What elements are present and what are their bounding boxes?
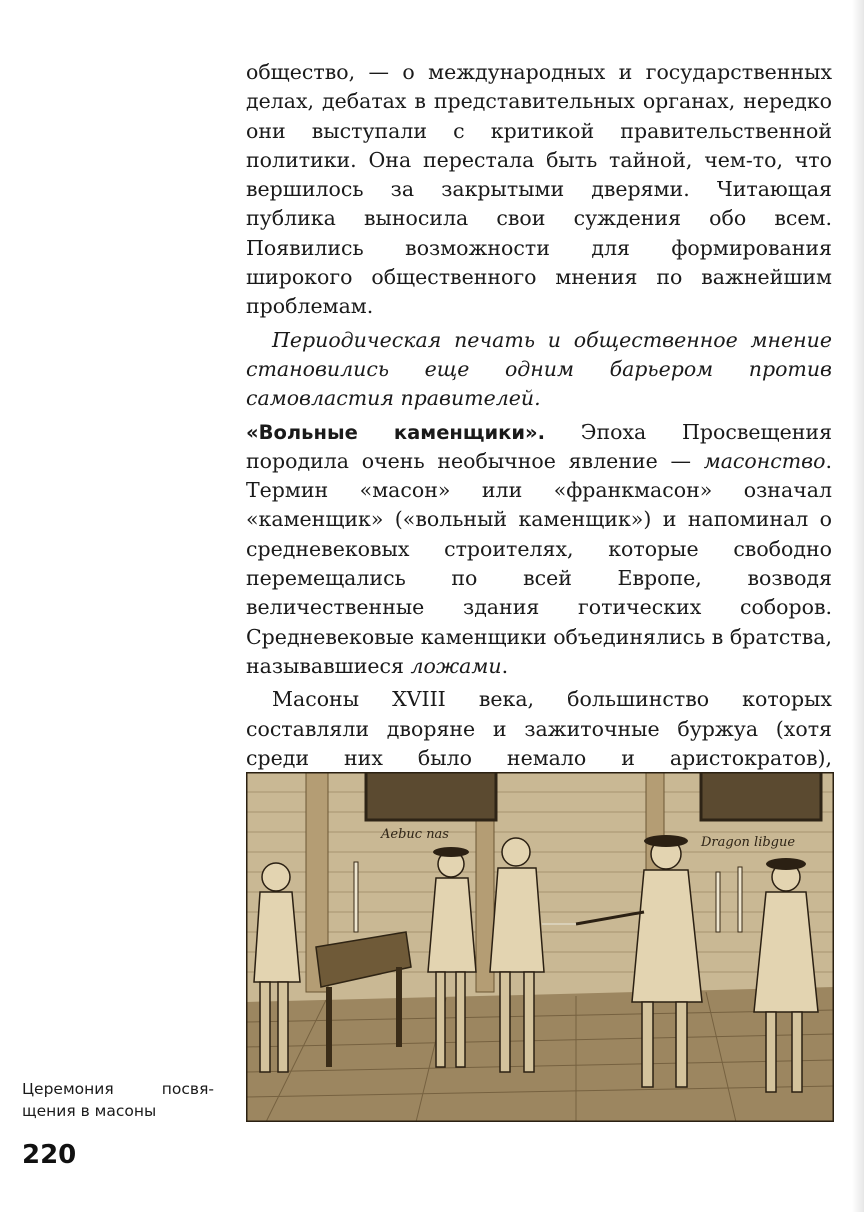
caption-word-1: Церемония	[22, 1080, 114, 1098]
illustration-label-left: Aebuc nas	[381, 827, 449, 842]
page-number: 220	[22, 1140, 77, 1170]
paragraph-1: общество, — о международных и государственных делах, дебатах в представительных органах, нередко они выступали с критикой правительственной политики. Она перестала быть тайной, чем-то, что вершилось за закрытыми дверями. Читающая публика выносила свои суждения обо всем. Появились возможности для формирования широкого общественного мнения по важнейшим проблемам.	[246, 60, 832, 319]
masonic-ceremony-engraving	[246, 772, 834, 1122]
illustration-label-right: Dragon libgue	[701, 835, 796, 850]
caption-line-1	[22, 1078, 214, 1100]
section-text-2: . Термин «масон» или «франкмасон» означал «каменщик» («вольный каменщик») и напоминал о средневековых строителях, которые свободно перемещались по всей Европе, возводя величественные здания готических соборов. Средневековые каменщики объединялись в братства, называвшиеся	[246, 448, 832, 678]
caption-word-2: посвя-	[161, 1080, 214, 1098]
caption-line-2: щения в масоны	[22, 1102, 157, 1120]
section-title: «Вольные каменщики».	[246, 420, 546, 444]
page-edge-shadow	[852, 0, 864, 1212]
illustration-caption	[22, 1078, 214, 1122]
term-masonry: масонство	[703, 448, 826, 473]
main-text-column	[246, 58, 832, 802]
term-lodges: ложами	[410, 653, 502, 678]
italic-conclusion: Периодическая печать и общественное мнение становились еще одним барьером против самовластия правителей.	[246, 327, 832, 411]
paragraph-masons: Масоны XVIII века, большинство которых составляли дворяне и зажиточные буржуа (хотя среди них было немало и аристократов),	[246, 687, 832, 770]
section-text-3: .	[501, 653, 509, 678]
section-paragraph	[246, 418, 832, 682]
section-text-1: Эпоха Просвещения породила очень необычное явление —	[246, 419, 832, 473]
